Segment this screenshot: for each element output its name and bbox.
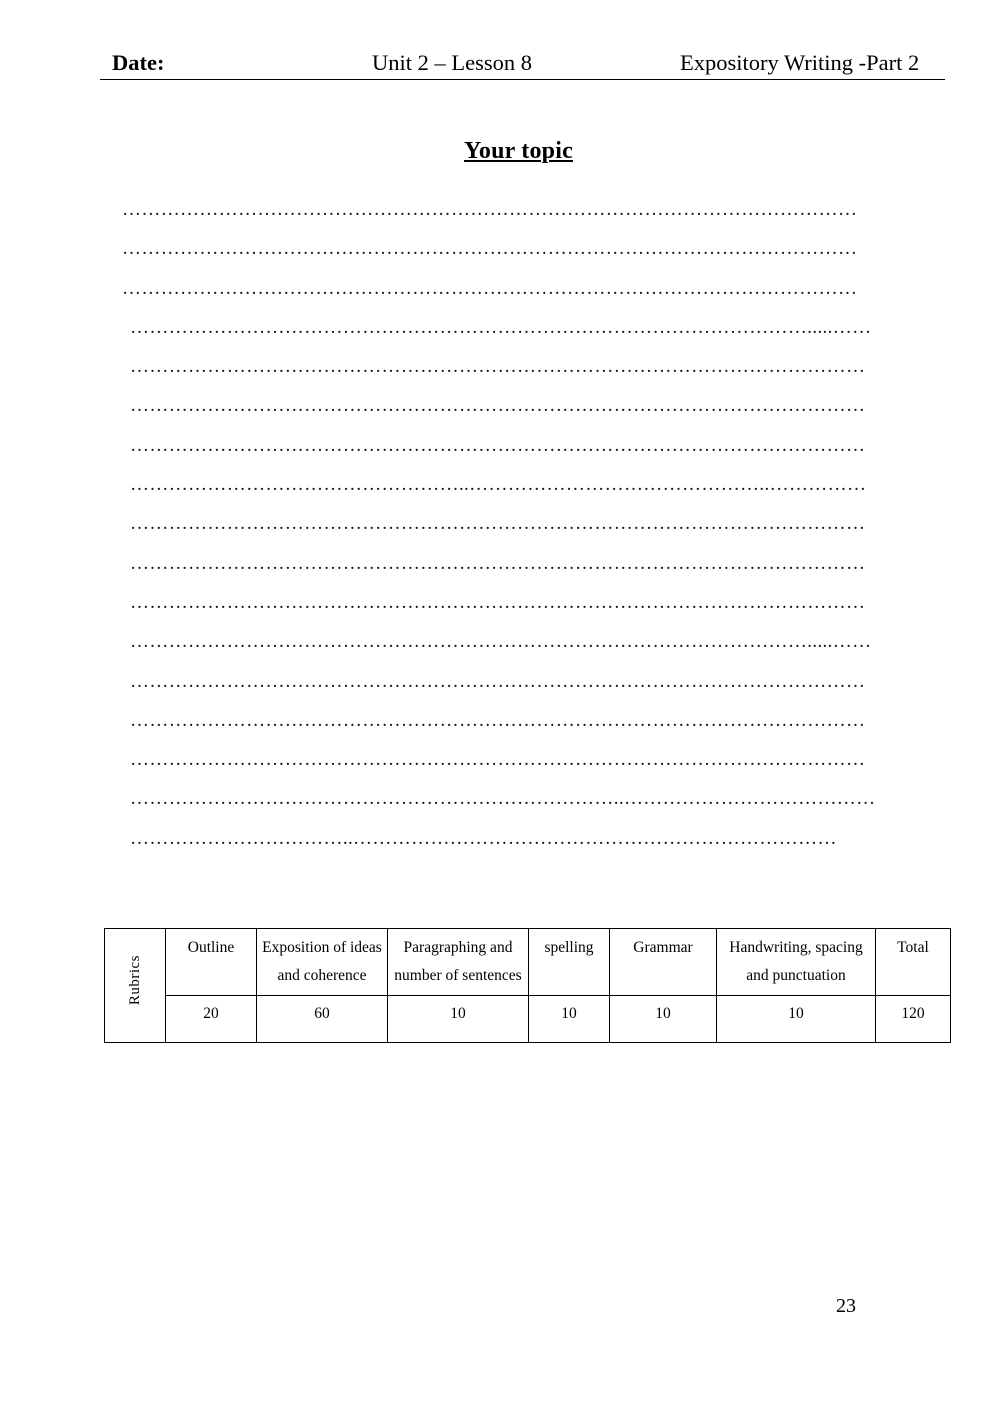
writing-part-label: Expository Writing -Part 2	[680, 50, 920, 75]
table-row-values	[105, 996, 951, 1043]
column-header-handwriting: Handwriting, spacing and punctuation	[717, 929, 876, 996]
score-paragraphing: 10	[388, 996, 529, 1043]
column-header-total: Total	[876, 929, 951, 996]
writing-line[interactable]: ……………………………………………………………………………………………………	[130, 434, 866, 456]
score-grammar: 10	[610, 996, 717, 1043]
writing-line[interactable]: ……………………………………………………………………………………………………	[130, 591, 866, 613]
score-spelling: 10	[529, 996, 610, 1043]
writing-line[interactable]: ……………………………………………………………………………………………………	[122, 277, 858, 299]
writing-line[interactable]: ……………………………………………………………………………………………………	[130, 395, 866, 417]
writing-line[interactable]: ……………………………..…………………………………………………………………	[130, 827, 837, 849]
page-title: Your topic	[464, 138, 573, 164]
writing-area[interactable]	[122, 190, 970, 858]
writing-line[interactable]: ……………………………………………………………………………………………………	[130, 709, 866, 731]
score-outline: 20	[166, 996, 257, 1043]
page-number: 23	[836, 1295, 856, 1317]
writing-line[interactable]: ……………………………………………………………………………………………………	[130, 552, 866, 574]
rubrics-row-label: Rubrics	[126, 955, 143, 1006]
writing-line[interactable]: ……………………………………………………………………………………………………	[130, 356, 866, 378]
writing-line[interactable]: ……………………………………………………………………………………………………	[130, 670, 866, 692]
writing-line[interactable]: ……………………………………………..………………………………………..……………	[130, 474, 867, 496]
unit-lesson-label: Unit 2 – Lesson 8	[372, 50, 532, 75]
table-row-headers	[105, 929, 951, 996]
column-header-outline: Outline	[166, 929, 257, 996]
column-header-paragraphing: Paragraphing and number of sentences	[388, 929, 529, 996]
score-handwriting: 10	[717, 996, 876, 1043]
writing-line[interactable]: …………………………………………………………………………………………….....……	[130, 316, 872, 338]
rubrics-row-label-cell	[105, 929, 166, 1043]
writing-line[interactable]: ……………………………………………………………………………………………………	[122, 199, 858, 220]
column-header-grammar: Grammar	[610, 929, 717, 996]
writing-line[interactable]: …………………………………………………………………………………………….....……	[130, 631, 872, 653]
column-header-exposition: Exposition of ideas and coherence	[257, 929, 388, 996]
date-label: Date:	[112, 50, 165, 75]
page-header	[100, 50, 945, 80]
writing-line[interactable]: ……………………………………………………………………………………………………	[130, 513, 866, 535]
writing-line[interactable]: …………………………………………………………………..…………………………………	[130, 788, 876, 810]
rubrics-table-wrapper	[104, 928, 929, 1043]
column-header-spelling: spelling	[529, 929, 610, 996]
writing-line[interactable]: ……………………………………………………………………………………………………	[122, 238, 858, 260]
score-total: 120	[876, 996, 951, 1043]
writing-line[interactable]: ……………………………………………………………………………………………………	[130, 749, 866, 771]
rubrics-table	[104, 928, 951, 1043]
score-exposition: 60	[257, 996, 388, 1043]
